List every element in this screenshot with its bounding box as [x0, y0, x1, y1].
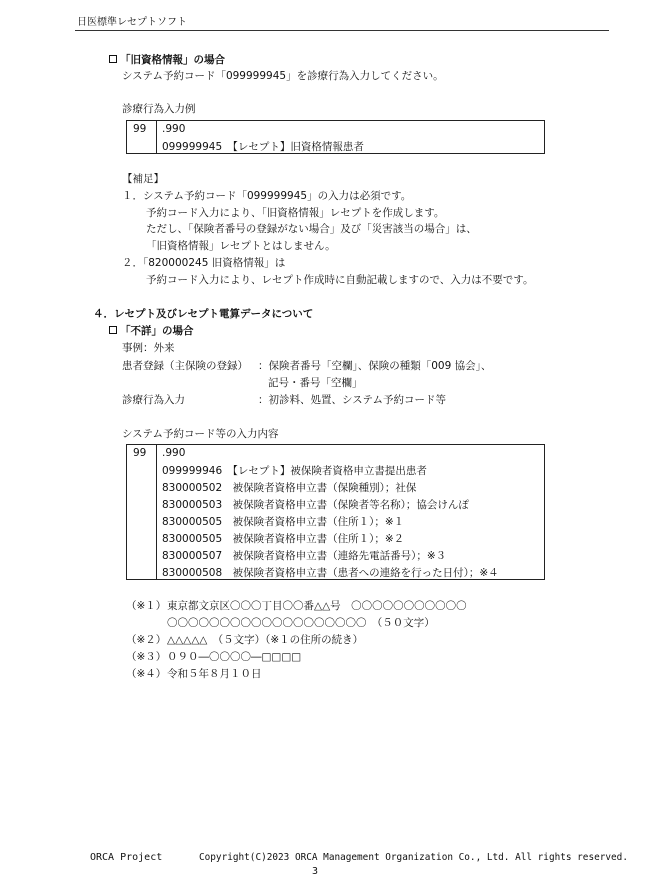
section-title: ４．レセプト及びレセプト電算データについて — [93, 308, 314, 320]
box-row: .990 — [162, 123, 186, 135]
footnote-mark: （※１） — [126, 600, 167, 612]
box-divider — [156, 445, 157, 579]
registration-value: 記号・番号「空欄」 — [268, 377, 363, 389]
heading-text: 「不詳」の場合 — [120, 325, 194, 337]
input-value: ：初診料、処置、システム予約コード等 — [258, 394, 446, 406]
footnote-mark: （※２） — [126, 634, 167, 646]
box-row: 830000507 被保険者資格申立書（連絡先電話番号）；※３ — [162, 550, 447, 562]
box-row: 830000505 被保険者資格申立書（住所１）；※２ — [162, 533, 405, 545]
document-header: 日医標準レセプトソフト — [77, 17, 187, 28]
registration-label: 患者登録（主保険の登録） — [122, 360, 248, 372]
box-number: 99 — [133, 123, 147, 135]
box-row: .990 — [162, 447, 186, 459]
example-input-box — [126, 120, 545, 154]
note-line: 「旧資格情報」レセプトとはしません。 — [146, 240, 336, 252]
section-heading-old-qualification — [109, 53, 225, 67]
instruction-line: システム予約コード「099999945」を診療行為入力してください。 — [122, 70, 444, 82]
box-row: 099999945 【レセプト】旧資格情報患者 — [162, 141, 364, 153]
note-line: 予約コード入力により、レセプト作成時に自動記載しますので、入力は不要です。 — [146, 274, 534, 286]
note-line: １．システム予約コード「099999945」の入力は必須です。 — [122, 190, 412, 202]
codes-label: システム予約コード等の入力内容 — [122, 428, 279, 440]
footer-project: ORCA Project — [90, 852, 163, 863]
box-row: 830000505 被保険者資格申立書（住所１）；※１ — [162, 516, 405, 528]
footnote-text: △△△△△ （５文字）（※１の住所の続き） — [167, 634, 364, 646]
registration-value: ：保険者番号「空欄」、保険の種類「009 協会」、 — [258, 360, 492, 372]
box-row: 099999946 【レセプト】被保険者資格申立書提出患者 — [162, 465, 427, 477]
footnote-mark: （※３） — [126, 651, 167, 663]
case-label: 事例：外来 — [122, 342, 175, 354]
box-row: 830000508 被保険者資格申立書（患者への連絡を行った日付）；※４ — [162, 567, 499, 579]
box-divider — [156, 121, 157, 153]
footnote-text: 〇〇〇〇〇〇〇〇〇〇〇〇〇〇〇〇〇〇〇 （５０文字） — [167, 617, 435, 629]
heading-text: 「旧資格情報」の場合 — [120, 54, 225, 66]
checkbox-square-icon — [109, 55, 117, 63]
note-line: 予約コード入力により、「旧資格情報」レセプトを作成します。 — [146, 207, 445, 219]
footnote-text: ０９０―〇〇〇〇―□□□□ — [167, 651, 302, 663]
footer-copyright: Copyright(C)2023 ORCA Management Organization Co., Ltd. All rights reserved. — [199, 852, 628, 863]
checkbox-square-icon — [109, 326, 117, 334]
footnote-mark: （※４） — [126, 668, 167, 680]
note-line: ただし、「保険者番号の登録がない場合」及び「災害該当の場合」は、 — [146, 223, 477, 235]
page-number: 3 — [312, 866, 319, 877]
box-number: 99 — [133, 447, 147, 459]
header-rule — [75, 30, 609, 31]
note-line: ２．「820000245 旧資格情報」は — [122, 257, 286, 269]
note-title: 【補足】 — [122, 173, 164, 185]
box-row: 830000502 被保険者資格申立書（保険種別）；社保 — [162, 482, 417, 494]
footnote-text: 令和５年８月１０日 — [167, 668, 262, 680]
example-label: 診療行為入力例 — [122, 103, 196, 115]
input-label: 診療行為入力 — [122, 394, 185, 406]
box-row: 830000503 被保険者資格申立書（保険者等名称）；協会けんぽ — [162, 499, 469, 511]
footnote-text: 東京都文京区〇〇〇丁目〇〇番△△号 〇〇〇〇〇〇〇〇〇〇〇 — [167, 600, 467, 612]
codes-input-box — [126, 444, 545, 580]
sub-heading-unknown — [109, 324, 194, 338]
